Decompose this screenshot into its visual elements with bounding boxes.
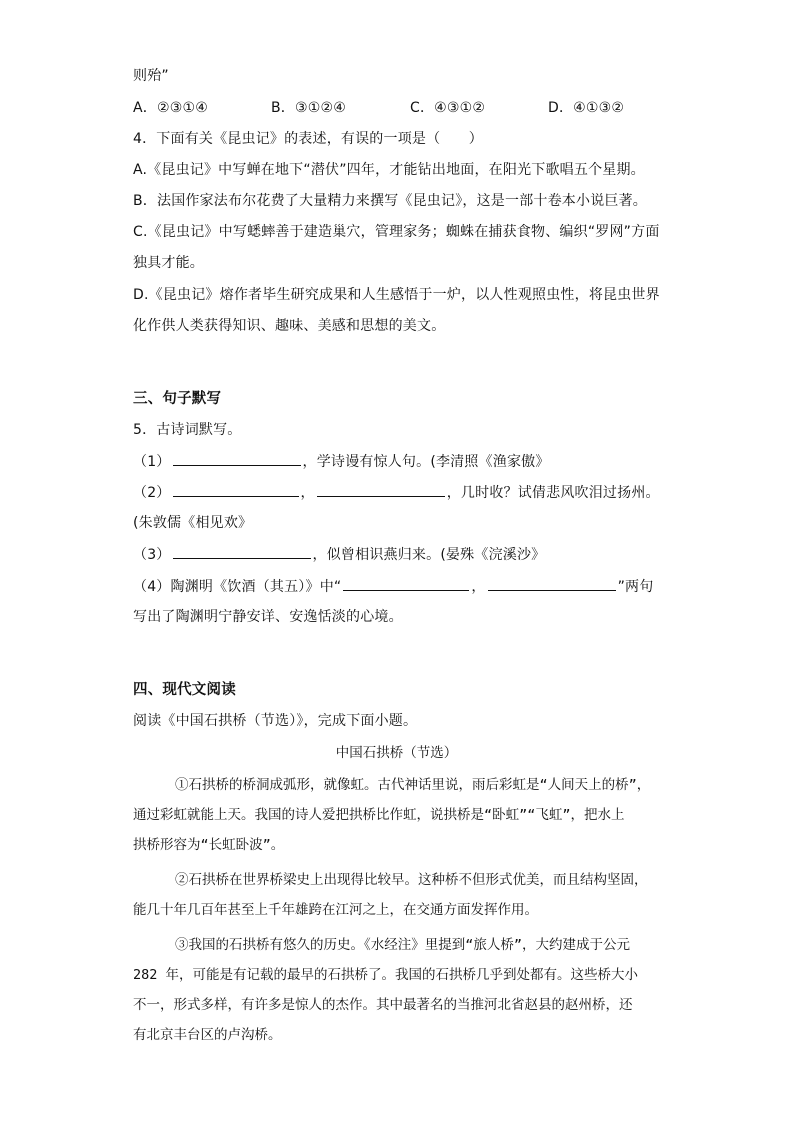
q4-option-c-line2: 独具才能。 (133, 255, 204, 271)
section-title: 四、现代文阅读 (133, 682, 236, 698)
q5-stem: 5．古诗词默写。 (133, 422, 242, 438)
answer-blank[interactable] (173, 451, 301, 466)
option-c: C．④③①② (410, 100, 486, 116)
q4-option-d-line1: D.《昆虫记》熔作者毕生研究成果和人生感悟于一炉，以人性观照虫性，将昆虫世界 (133, 287, 660, 303)
option-d: D．④①③② (548, 100, 625, 116)
poem-line-4-cont: 写出了陶渊明宁静安详、安逸恬淡的心境。 (133, 609, 403, 625)
article-p1-line1: ①石拱桥的桥洞成弧形，就像虹。古代神话里说，雨后彩虹是“人间天上的桥”， (175, 777, 651, 793)
article-p3-line4: 有北京丰台区的卢沟桥。 (133, 1027, 282, 1043)
q4-stem: 4．下面有关《昆虫记》的表述，有误的一项是（ ） (133, 131, 483, 147)
answer-blank[interactable] (173, 482, 299, 497)
article-p3-line1: ③我国的石拱桥有悠久的历史。《水经注》里提到“旅人桥”，大约建成于公元 (175, 937, 631, 953)
q3-options (133, 98, 624, 118)
article-title: 中国石拱桥（节选） (335, 745, 458, 761)
poem-line-3: （3） ，似曾相识燕归来。(晏殊《浣溪沙》 (133, 544, 545, 565)
answer-blank[interactable] (343, 576, 469, 591)
option-b: B．③①②④ (271, 100, 347, 116)
answer-blank[interactable] (173, 544, 311, 559)
q4-option-a: A.《昆虫记》中写蝉在地下“潜伏”四年，才能钻出地面，在阳光下歌唱五个星期。 (133, 162, 645, 178)
article-p2-line2: 能几十年几百年甚至上千年雄跨在江河之上，在交通方面发挥作用。 (133, 902, 538, 918)
poem-line-2-source: (朱敦儒《相见欢》 (133, 515, 253, 531)
reading-intro: 阅读《中国石拱桥（节选）》，完成下面小题。 (133, 713, 418, 729)
article-p1-line3: 拱桥形容为“长虹卧波”。 (133, 837, 285, 853)
poem-line-4: （4）陶渊明《饮酒（其五）》中“ ， ”两句 (133, 576, 653, 597)
q3-tail: 则殆” (133, 68, 169, 84)
q4-option-c-line1: C.《昆虫记》中写蟋蟀善于建造巢穴，管理家务；蜘蛛在捕获食物、编织“罗网”方面 (133, 224, 660, 240)
option-a: A．②③①④ (133, 100, 208, 116)
article-p3-line2: 282 年，可能是有记载的最早的石拱桥了。我国的石拱桥几乎到处都有。这些桥大小 (133, 967, 639, 983)
article-p1-line2: 通过彩虹就能上天。我国的诗人爱把拱桥比作虹，说拱桥是“卧虹”“飞虹”，把水上 (133, 807, 625, 823)
article-p3-line3: 不一，形式多样，有许多是惊人的杰作。其中最著名的当推河北省赵县的赵州桥，还 (133, 997, 633, 1013)
answer-blank[interactable] (317, 482, 445, 497)
q4-option-b: B．法国作家法布尔花费了大量精力来撰写《昆虫记》，这是一部十卷本小说巨著。 (133, 193, 648, 209)
q4-option-d-line2: 化作供人类获得知识、趣味、美感和思想的美文。 (133, 318, 446, 334)
answer-blank[interactable] (488, 576, 616, 591)
section-title: 三、句子默写 (133, 391, 222, 407)
article-p2-line1: ②石拱桥在世界桥梁史上出现得比较早。这种桥不但形式优美，而且结构坚固， (175, 872, 648, 888)
poem-line-1: （1） ，学诗谩有惊人句。(李清照《渔家傲》 (133, 451, 550, 472)
poem-line-2: （2） ， ，几时收？试倩悲风吹泪过扬州。 (133, 482, 660, 503)
